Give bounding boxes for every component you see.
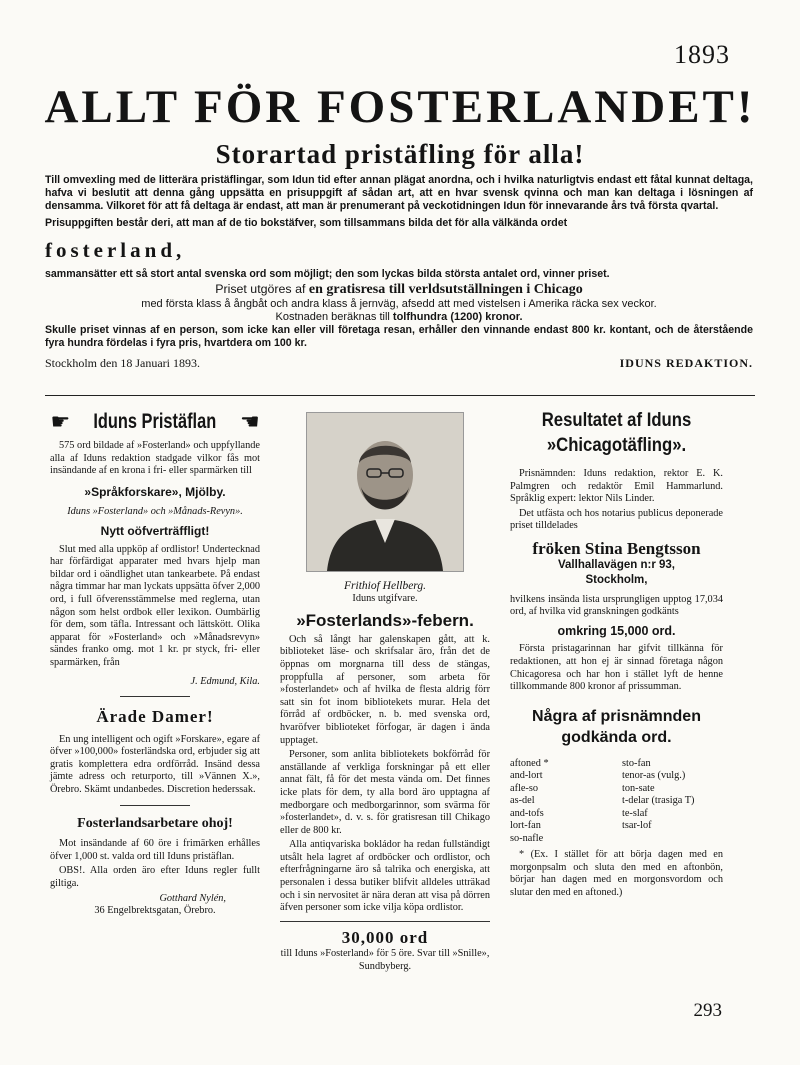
nytt-heading: Nytt oöfverträffligt!	[100, 523, 210, 538]
intro-paragraph-1: Till omvexling med de litterära pristäflingar, som Idun tid efter annan plägat anordna, och i hvilka naturligtvis endast ett fåtal kunnat deltaga, hafva vi beslutit att denna gång uppsätta en prisuppgift af sådan art, att en hvar svensk qvinna och man kan deltaga i lösningen af densamma. Vilkoret för att få deltaga är endast, att man är prenumerant på veckotidningen Idun för innevarande års två första qvartal.	[45, 174, 753, 212]
portrait-photo	[306, 412, 464, 572]
words-title-line-2: godkända ord.	[561, 728, 672, 746]
word-item: tsar-lof	[622, 820, 652, 832]
result-paragraph-1: Prisnämnden: Iduns redaktion, rektor E. K. Palmgren och redaktör Emil Hammarlund. Språklig expert: lektor Nils Linder.	[510, 468, 723, 505]
portrait-illustration	[307, 413, 463, 571]
prize-line	[45, 281, 753, 298]
word-item: and-tofs	[510, 807, 544, 819]
pointing-hand-icon: ☛	[50, 409, 71, 434]
divider	[45, 395, 755, 396]
intro-paragraph-7: Skulle priset vinnas af en person, som icke kan eller vill företaga resan, erhåller den vinnande endast 800 kr. kontant, och de återstående fyra hundra fördelas i fyra pris, hvartdera om 100 kr.	[45, 324, 753, 349]
signature-edmund: J. Edmund, Kila.	[190, 675, 260, 687]
ad-address: »Språkforskare», Mjölby.	[84, 484, 226, 499]
column-right	[510, 408, 723, 902]
result-title-line-1: Resultatet af Iduns	[541, 410, 692, 431]
intro-paragraph-3: sammansätter ett så stort antal svenska ord som möjligt; den som lyckas bilda största antalet ord, vinner priset.	[45, 268, 610, 280]
ad-paragraph-1: 575 ord bildade af »Fosterland» och uppfyllande alla af Iduns redaktion stadgade vilkor fås mot insändande af en krona i fri- eller sparmärken till	[50, 440, 260, 477]
intro-paragraph-2: Prisuppgiften består deri, att man af de tio bokstäfver, som tillsammans bilda det för alla välkända ordet	[45, 217, 568, 229]
photo-caption: Frithiof Hellberg.	[344, 580, 426, 592]
cost-line-pre: Kostnaden beräknas till	[275, 311, 390, 323]
date-row	[45, 356, 753, 371]
keyword: fosterland,	[45, 238, 186, 262]
febern-paragraph-2: Personer, som anlita bibliotekets bokförråd för anställande af verkliga forskningar på ett eller annat fält, få för det mesta vända om. Det finnes icke plats för dem, ty alla bord äro upptagna af medborgare och medborgarinnor, som svärma för »fosterlandet», d. v. s. för gratisresan till Chikago eller de 800 kr.	[280, 749, 490, 836]
banner-title: Iduns Pristäflan	[93, 409, 217, 433]
result-paragraph-2: Det utfästa och hos notarius publicus deponerade priset tilldelades	[510, 507, 723, 532]
intro-section	[45, 174, 753, 371]
word-item: t-delar (trasiga T)	[622, 795, 695, 807]
ad-paragraph-5: OBS!. Alla orden äro efter Iduns regler fullt giltiga.	[50, 865, 260, 890]
small-divider	[120, 805, 190, 806]
ad-paragraph-4: Mot insändande af 60 öre i frimärken erhålles öfver 1,000 st. valda ord till Iduns pristäflan.	[50, 838, 260, 862]
ad-line: Iduns »Fosterland» och »Månads-Revyn».	[67, 506, 243, 518]
winner-address-line-1: Vallhallavägen n:r 93,	[558, 558, 675, 571]
word-item: and-lort	[510, 770, 543, 782]
febern-paragraph-1: Och så långt har galenskapen gått, att k. biblioteket läse- och skrifsalar äro, från det de öppnas om morgnarna till dess de stängas, proppfulla af personer, som arbeta för »fosterlandet» och af hvilka de flesta aldrig förr satt sin fot inom bibliotekets murar. Hela det förråd af ordböcker, n. b. med svenska ord, hvaröfver biblioteket förfogar, är dagen i ända upptaget.	[280, 633, 490, 746]
word-item: sto-fan	[622, 757, 651, 769]
divider-line	[280, 921, 490, 922]
pointing-hand-icon: ☛	[239, 409, 260, 434]
cost-line	[45, 311, 753, 324]
word-list-right	[622, 758, 722, 846]
small-divider	[120, 696, 190, 697]
prize-line-bold: en gratisresa till verldsutställningen i Chicago	[308, 282, 583, 297]
cost-line-bold: tolfhundra (1200) kronor.	[392, 311, 523, 323]
words-title-line-1: Några af prisnämnden	[532, 707, 701, 725]
result-paragraph-4: Första pristagarinnan har gifvit tillkänna för redaktionen, att hon ej är sinnad företaga någon Chicagoresa och har hon i stället lyft de henne tillkommande 800 kronor af prissumman.	[510, 643, 723, 693]
photo-subcaption: Iduns utgifvare.	[352, 592, 418, 604]
signature: IDUNS REDAKTION.	[619, 356, 753, 370]
signature-nylen: Gotthard Nylén,	[159, 892, 226, 904]
headline: ALLT FÖR FOSTERLANDET!	[44, 81, 756, 133]
subheadline: Storartad pristäfling för alla!	[215, 139, 585, 169]
winner-address	[510, 558, 723, 588]
page-number: 293	[693, 1000, 722, 1021]
date: Stockholm den 18 Januari 1893.	[45, 356, 200, 370]
column-left	[50, 409, 260, 920]
word-item: aftoned *	[510, 757, 549, 769]
word-list	[510, 758, 723, 846]
omkring-line: omkring 15,000 ord.	[557, 623, 676, 638]
ad-paragraph-3: En ung intelligent och ogift »Forskare», egare af öfver »100,000» fosterländska ord, erbjuder sig att gratis komplettera edra ordförråd. Insänd dessa jämte adress och returporto, till »Vännen X.», Örebro. Skämt undanbedes. Discretion hederssak.	[50, 733, 260, 796]
year: 1893	[674, 40, 730, 69]
big-number-text: till Iduns »Fosterland» för 5 öre. Svar till »Snille», Sundbyberg.	[280, 948, 490, 973]
febern-title: »Fosterlands»-febern.	[296, 611, 474, 631]
winner-name: fröken Stina Bengtsson	[532, 538, 701, 558]
word-item: afle-so	[510, 782, 539, 794]
big-number-ad: 30,000 ord	[341, 927, 429, 947]
word-item: tenor-as (vulg.)	[622, 770, 686, 782]
word-item: ton-sate	[622, 782, 655, 794]
intro-paragraph-5: med första klass å ångbåt och andra klass å jernväg, afsedd att med vistelsen i Amerika räcka sex veckor.	[141, 298, 657, 310]
word-list-left	[510, 758, 610, 846]
winner-address-line-2: Stockholm,	[585, 573, 648, 586]
result-title	[523, 408, 710, 458]
prize-line-pre: Priset utgöres af	[215, 282, 306, 296]
damer-heading: Ärade Damer!	[96, 707, 214, 727]
word-item: te-slaf	[622, 807, 648, 819]
banner	[50, 409, 260, 434]
result-paragraph-3: hvilkens insända lista ursprungligen upptog 17,034 ord, af hvilka vid granskningen godkänts	[510, 593, 723, 618]
arbetare-heading: Fosterlandsarbetare ohoj!	[77, 815, 233, 831]
signature-address: 36 Engelbrektsgatan, Örebro.	[94, 905, 216, 917]
word-item: so-nafle	[510, 832, 544, 844]
result-title-line-2: »Chicagotäfling».	[546, 435, 687, 456]
ad-paragraph-2: Slut med alla uppköp af ordlistor! Undertecknad har förfärdigat apparater med hvars hjelp man bildar ord i oändlighet utan tankearbete. På endast några timmar har man lyckats uppsätta öfver 2,000 ord, i full öfverensstämmelse med reglerna, utan någon som helst ordbok eller lexikon. Oumbärlig för dem, som täfla. Intressant och lättskött. Olika apparat för »Fosterland» och »Månadsrevyn» sändes franko omg. mot 1 kr. pr styck, fri- eller sparmärken, från	[50, 543, 260, 668]
word-item: lort-fan	[510, 820, 541, 832]
febern-paragraph-3: Alla antiqvariska bokládor ha redan fullständigt utsålt hela lagret af ordböcker och ordlistor, och efterfrågningarne äro så talrika och energiska, att personalen i dessa butiker blifvit alldeles utträkad och i sin nervositet är nära deran att visa på dörren äfven personer som icke vilja köpa ordlistor.	[280, 839, 490, 914]
words-title	[510, 706, 723, 748]
column-middle	[280, 412, 490, 976]
footnote: * (Ex. I stället för att börja dagen med en morgonpsalm och sluta den med en aftonbön, börjar han dagen med en morgonsvordom och slutar den med en aftoned.)	[510, 849, 723, 898]
word-item: as-del	[510, 795, 535, 807]
